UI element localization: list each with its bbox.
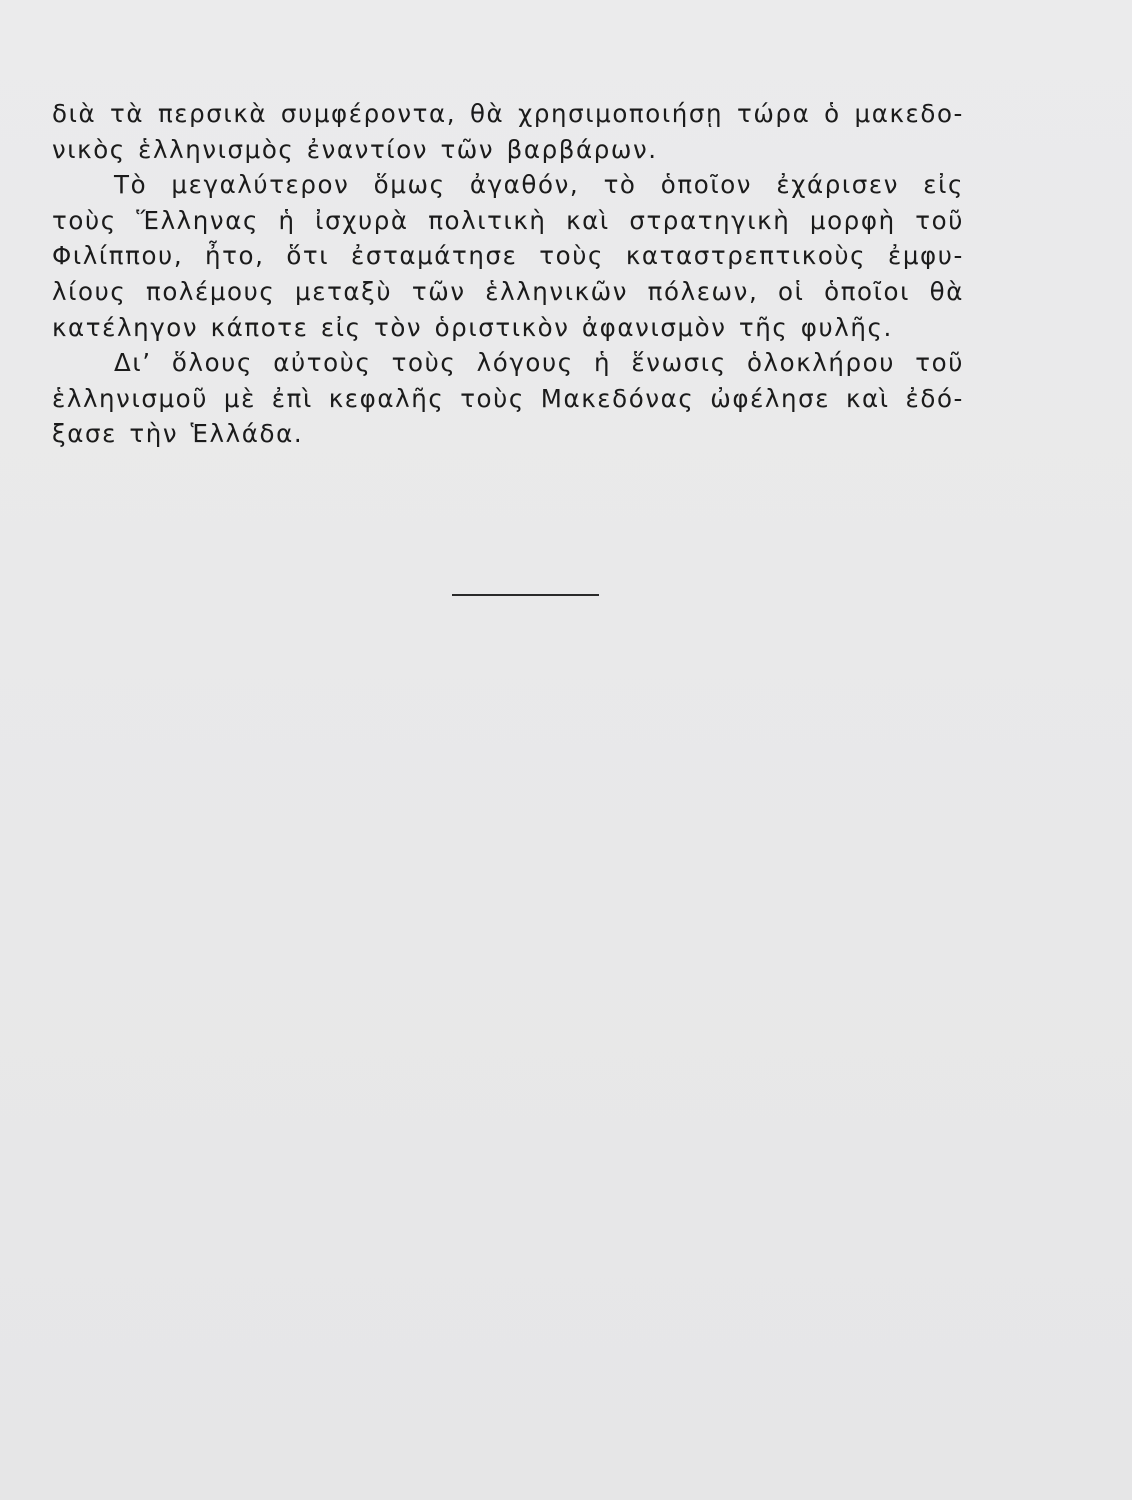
text-line: νικὸς ἑλληνισμὸς ἐναντίον τῶν βαρβάρων. bbox=[52, 134, 658, 164]
text-line: Δι’ ὅλους αὐτοὺς τοὺς λόγους ἡ ἕνωσις ὁλοκλήρου τοῦ bbox=[114, 348, 964, 378]
text-line: ξασε τὴν Ἑλλάδα. bbox=[52, 419, 304, 449]
text-line: διὰ τὰ περσικὰ συμφέροντα, θὰ χρησιμοποιήσῃ τώρα ὁ μακεδο- bbox=[52, 99, 964, 128]
text-line: κατέληγον κάποτε εἰς τὸν ὁριστικὸν ἀφανισμὸν τῆς φυλῆς. bbox=[52, 312, 893, 342]
text-line: Φιλίππου, ἦτο, ὅτι ἐσταμάτησε τοὺς καταστρεπτικοὺς ἐμφυ- bbox=[52, 241, 964, 271]
text-line: Τὸ μεγαλύτερον ὅμως ἀγαθόν, τὸ ὁποῖον ἐχάρισεν εἰς bbox=[114, 170, 964, 200]
text-line: ἑλληνισμοῦ μὲ ἐπὶ κεφαλῆς τοὺς Μακεδόνας ὠφέλησε καὶ ἐδό- bbox=[52, 383, 964, 413]
text-line: τοὺς Ἕλληνας ἡ ἰσχυρὰ πολιτικὴ καὶ στρατηγικὴ μορφὴ τοῦ bbox=[52, 205, 964, 235]
end-divider bbox=[452, 594, 599, 596]
body-text bbox=[52, 96, 964, 452]
text-line: λίους πολέμους μεταξὺ τῶν ἑλληνικῶν πόλεων, οἱ ὁποῖοι θὰ bbox=[52, 276, 964, 306]
